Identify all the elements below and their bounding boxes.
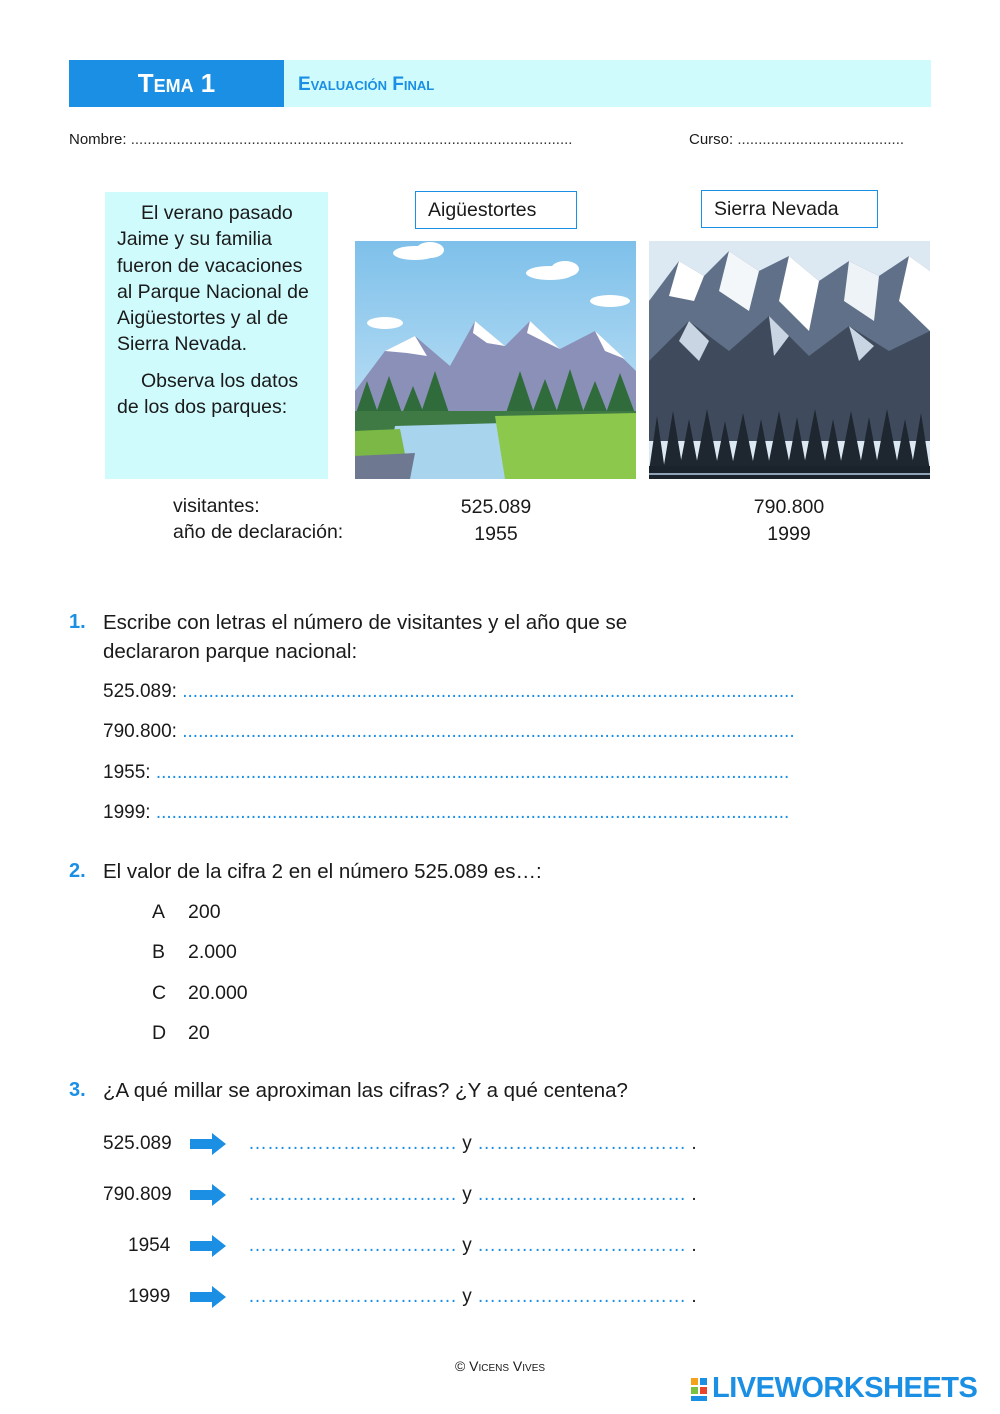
course-label: Curso: <box>689 131 734 148</box>
q3-number: 790.809 <box>103 1184 172 1205</box>
page-title: Evaluación Final <box>298 74 435 95</box>
arrow-right-icon <box>190 1133 226 1155</box>
option-value: 20.000 <box>188 982 248 1004</box>
arrow-right-icon <box>190 1235 226 1257</box>
q3-number: 1999 <box>128 1286 171 1307</box>
connector-y: y <box>462 1235 472 1256</box>
q1-answer-row <box>103 721 795 743</box>
park-label-sierra-nevada: Sierra Nevada <box>701 190 878 228</box>
hundred-field[interactable]: …………………………… <box>477 1133 687 1154</box>
park-label-aiguestortes: Aigüestortes <box>415 191 577 229</box>
question-3-number: 3. <box>69 1079 86 1101</box>
visitors-sierra-nevada: 790.800 <box>753 496 825 518</box>
course-field[interactable]: ........................................ <box>737 131 905 148</box>
end-period: . <box>691 1133 697 1154</box>
year-aiguestortes: 1955 <box>474 523 518 545</box>
option-value: 20 <box>188 1022 210 1044</box>
year-label: año de declaración: <box>173 521 344 543</box>
intro-paragraph-2: Observa los datos de los dos parques: <box>117 369 299 419</box>
question-2-text: El valor de la cifra 2 en el número 525.089 es…: <box>103 860 542 883</box>
copyright: © Vicens Vives <box>454 1358 546 1374</box>
question-1-text <box>103 608 627 666</box>
end-period: . <box>691 1184 697 1205</box>
q1-answer-field[interactable]: .................................................................................................................... <box>182 721 795 742</box>
arrow-right-icon <box>190 1184 226 1206</box>
hundred-field[interactable]: …………………………… <box>477 1235 687 1256</box>
theme-label: Tema 1 <box>69 60 284 107</box>
option-letter: D <box>152 1022 167 1044</box>
option-letter: C <box>152 982 167 1004</box>
end-period: . <box>691 1286 697 1307</box>
thousand-field[interactable]: …………………………… <box>248 1184 457 1205</box>
q2-option-d[interactable] <box>152 1022 210 1045</box>
end-period: . <box>691 1235 697 1256</box>
q1-answer-row <box>103 802 789 824</box>
q1-answer-label: 1999: <box>103 802 151 823</box>
q1-answer-label: 790.800: <box>103 721 177 742</box>
option-letter: A <box>152 901 166 923</box>
hundred-field[interactable]: …………………………… <box>477 1286 687 1307</box>
q2-option-b[interactable] <box>152 941 237 964</box>
question-1-number: 1. <box>69 611 86 633</box>
question-3-text: ¿A qué millar se aproximan las cifras? ¿Y a qué centena? <box>103 1079 628 1102</box>
arrow-right-icon <box>190 1286 226 1308</box>
q3-number: 525.089 <box>103 1133 172 1154</box>
intro-paragraph-1: El verano pasado Jaime y su familia fueron de vacaciones al Parque Nacional de Aigüestortes y al de Sierra Nevada. <box>117 202 309 356</box>
option-letter: B <box>152 941 166 963</box>
q1-answer-row <box>103 681 795 703</box>
q3-number: 1954 <box>128 1235 171 1256</box>
q2-option-c[interactable] <box>152 982 248 1005</box>
name-line <box>69 131 572 148</box>
connector-y: y <box>462 1184 472 1205</box>
question-1-line-2: declararon parque nacional: <box>103 640 358 663</box>
thousand-field[interactable]: …………………………… <box>248 1235 457 1256</box>
q1-answer-field[interactable]: ........................................................................................................................ <box>155 802 790 823</box>
q3-answer-row <box>248 1286 697 1308</box>
thousand-field[interactable]: …………………………… <box>248 1286 457 1307</box>
visitors-aiguestortes: 525.089 <box>460 496 532 518</box>
visitors-label: visitantes: <box>173 495 260 517</box>
hundred-field[interactable]: …………………………… <box>477 1184 687 1205</box>
q2-option-a[interactable] <box>152 901 221 924</box>
option-value: 200 <box>188 901 221 923</box>
q1-answer-field[interactable]: .................................................................................................................... <box>182 681 795 702</box>
liveworksheets-brand: LIVEWORKSHEETS <box>712 1372 978 1404</box>
q3-answer-row <box>248 1133 697 1155</box>
liveworksheets-logo-icon <box>691 1378 708 1402</box>
name-field[interactable]: .......................................................................................................... <box>130 131 573 148</box>
q3-answer-row <box>248 1235 697 1257</box>
name-label: Nombre: <box>69 131 127 148</box>
q3-answer-row <box>248 1184 697 1206</box>
q1-answer-row <box>103 762 789 784</box>
q1-answer-label: 525.089: <box>103 681 177 702</box>
question-1-line-1: Escribe con letras el número de visitantes y el año que se <box>103 611 628 634</box>
course-line <box>689 131 904 148</box>
connector-y: y <box>462 1286 472 1307</box>
intro-box <box>105 192 328 479</box>
thousand-field[interactable]: …………………………… <box>248 1133 457 1154</box>
aiguestortes-landscape-image <box>355 241 636 479</box>
option-value: 2.000 <box>188 941 237 963</box>
connector-y: y <box>462 1133 472 1154</box>
q1-answer-label: 1955: <box>103 762 151 783</box>
question-2-number: 2. <box>69 860 86 882</box>
q1-answer-field[interactable]: ........................................................................................................................ <box>155 762 790 783</box>
sierra-nevada-landscape-image <box>649 241 930 479</box>
year-sierra-nevada: 1999 <box>767 523 811 545</box>
